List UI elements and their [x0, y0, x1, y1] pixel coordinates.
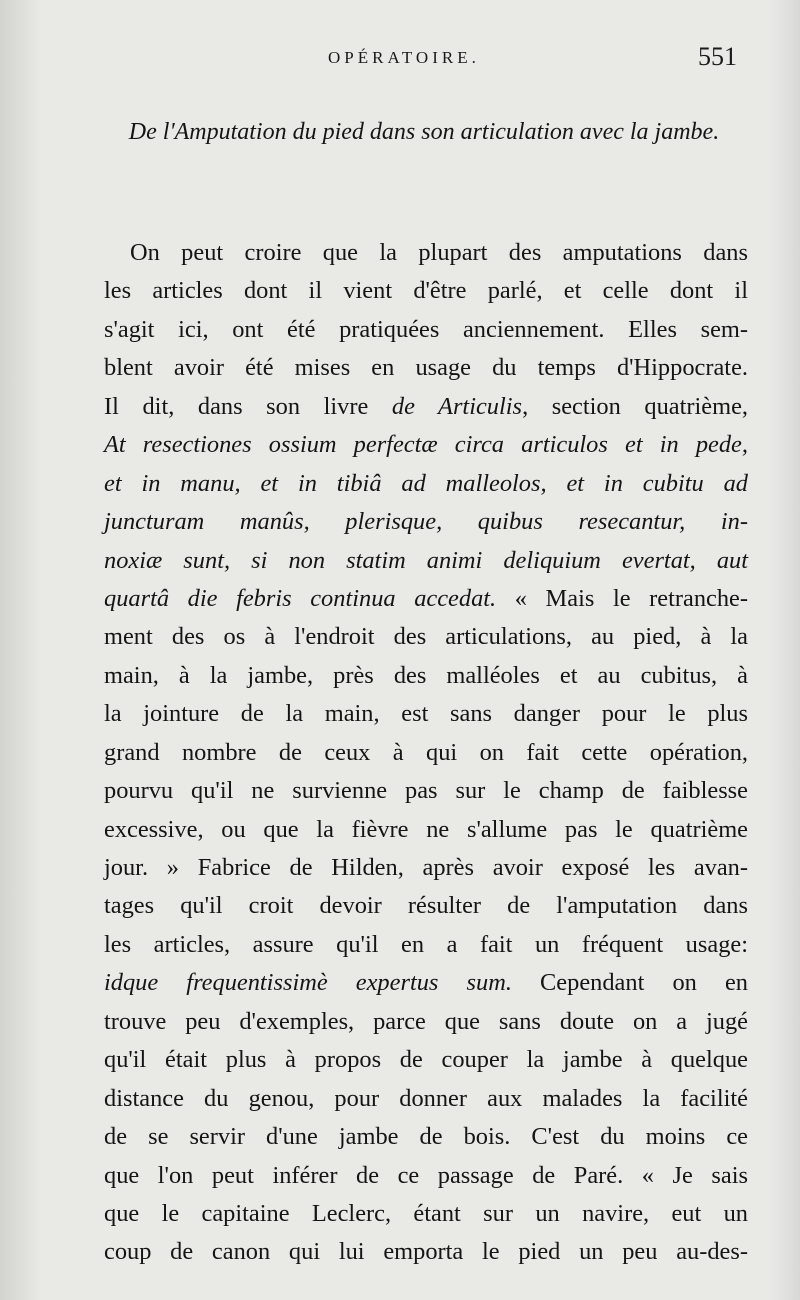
- scan-edge-shadow-right: [770, 0, 800, 1300]
- text-line: qu'il était plus à propos de couper la jambe à quelque: [104, 1046, 748, 1074]
- latin-quote-run: idque frequentissimè expertus sum.: [104, 969, 512, 997]
- text-line: [104, 388, 748, 426]
- text-line: de se servir d'une jambe de bois. C'est du moins ce: [104, 1123, 748, 1151]
- scan-edge-shadow-left: [0, 0, 42, 1300]
- text-line: excessive, ou que la fièvre ne s'allume pas le quatrième: [104, 815, 748, 843]
- text-line: grand nombre de ceux à qui on fait cette opération,: [104, 738, 748, 766]
- running-head: OPÉRATOIRE.: [328, 48, 480, 67]
- latin-title: de Articulis: [391, 392, 523, 420]
- text-line: On peut croire que la plupart des amputations dans: [130, 239, 748, 266]
- text-run: , section quatrième,: [522, 392, 749, 420]
- text-line: tages qu'il croit devoir résulter de l'amputation dans: [104, 892, 748, 920]
- text-run: Il dit, dans son livre: [104, 392, 392, 420]
- latin-quote-line: At resectiones ossium perfectæ circa articulos et in pede,: [104, 431, 748, 459]
- text-line: les articles, assure qu'il en a fait un fréquent usage:: [104, 930, 748, 958]
- text-line: distance du genou, pour donner aux malades la facilité: [104, 1084, 748, 1112]
- text-line: s'agit ici, ont été pratiquées anciennement. Elles sem-: [104, 315, 748, 343]
- latin-quote-line: noxiæ sunt, si non statim animi deliquium evertat, aut: [104, 546, 748, 574]
- body-text: [104, 234, 748, 1272]
- text-line: blent avoir été mises en usage du temps d'Hippocrate.: [104, 354, 748, 382]
- page-number: 551: [698, 42, 737, 71]
- text-line: ment des os à l'endroit des articulations, au pied, à la: [104, 623, 748, 651]
- text-run: « Mais le retranche-: [496, 584, 748, 612]
- text-line: main, à la jambe, près des malléoles et au cubitus, à: [104, 661, 748, 689]
- latin-quote-line: et in manu, et in tibiâ ad malleolos, et in cubitu ad: [104, 469, 748, 497]
- text-line: [104, 964, 748, 1002]
- text-line: les articles dont il vient d'être parlé, et celle dont il: [104, 277, 748, 305]
- text-line: [104, 580, 748, 618]
- text-line: pourvu qu'il ne survienne pas sur le champ de faiblesse: [104, 777, 748, 805]
- text-line: que le capitaine Leclerc, étant sur un navire, eut un: [104, 1199, 748, 1227]
- text-line: coup de canon qui lui emporta le pied un peu au-des-: [104, 1238, 748, 1266]
- text-line: trouve peu d'exemples, parce que sans doute on a jugé: [104, 1007, 748, 1035]
- latin-quote-run: quartâ die febris continua accedat.: [104, 584, 497, 612]
- text-line: que l'on peut inférer de ce passage de Paré. « Je sais: [104, 1161, 748, 1189]
- text-line: la jointure de la main, est sans danger pour le plus: [104, 700, 748, 728]
- text-line: jour. » Fabrice de Hilden, après avoir exposé les avan-: [104, 854, 748, 881]
- text-run: Cependant on en: [511, 969, 748, 997]
- section-title: De l'Amputation du pied dans son articulation avec la jambe.: [128, 119, 720, 145]
- latin-quote-line: juncturam manûs, plerisque, quibus resecantur, in-: [104, 508, 748, 536]
